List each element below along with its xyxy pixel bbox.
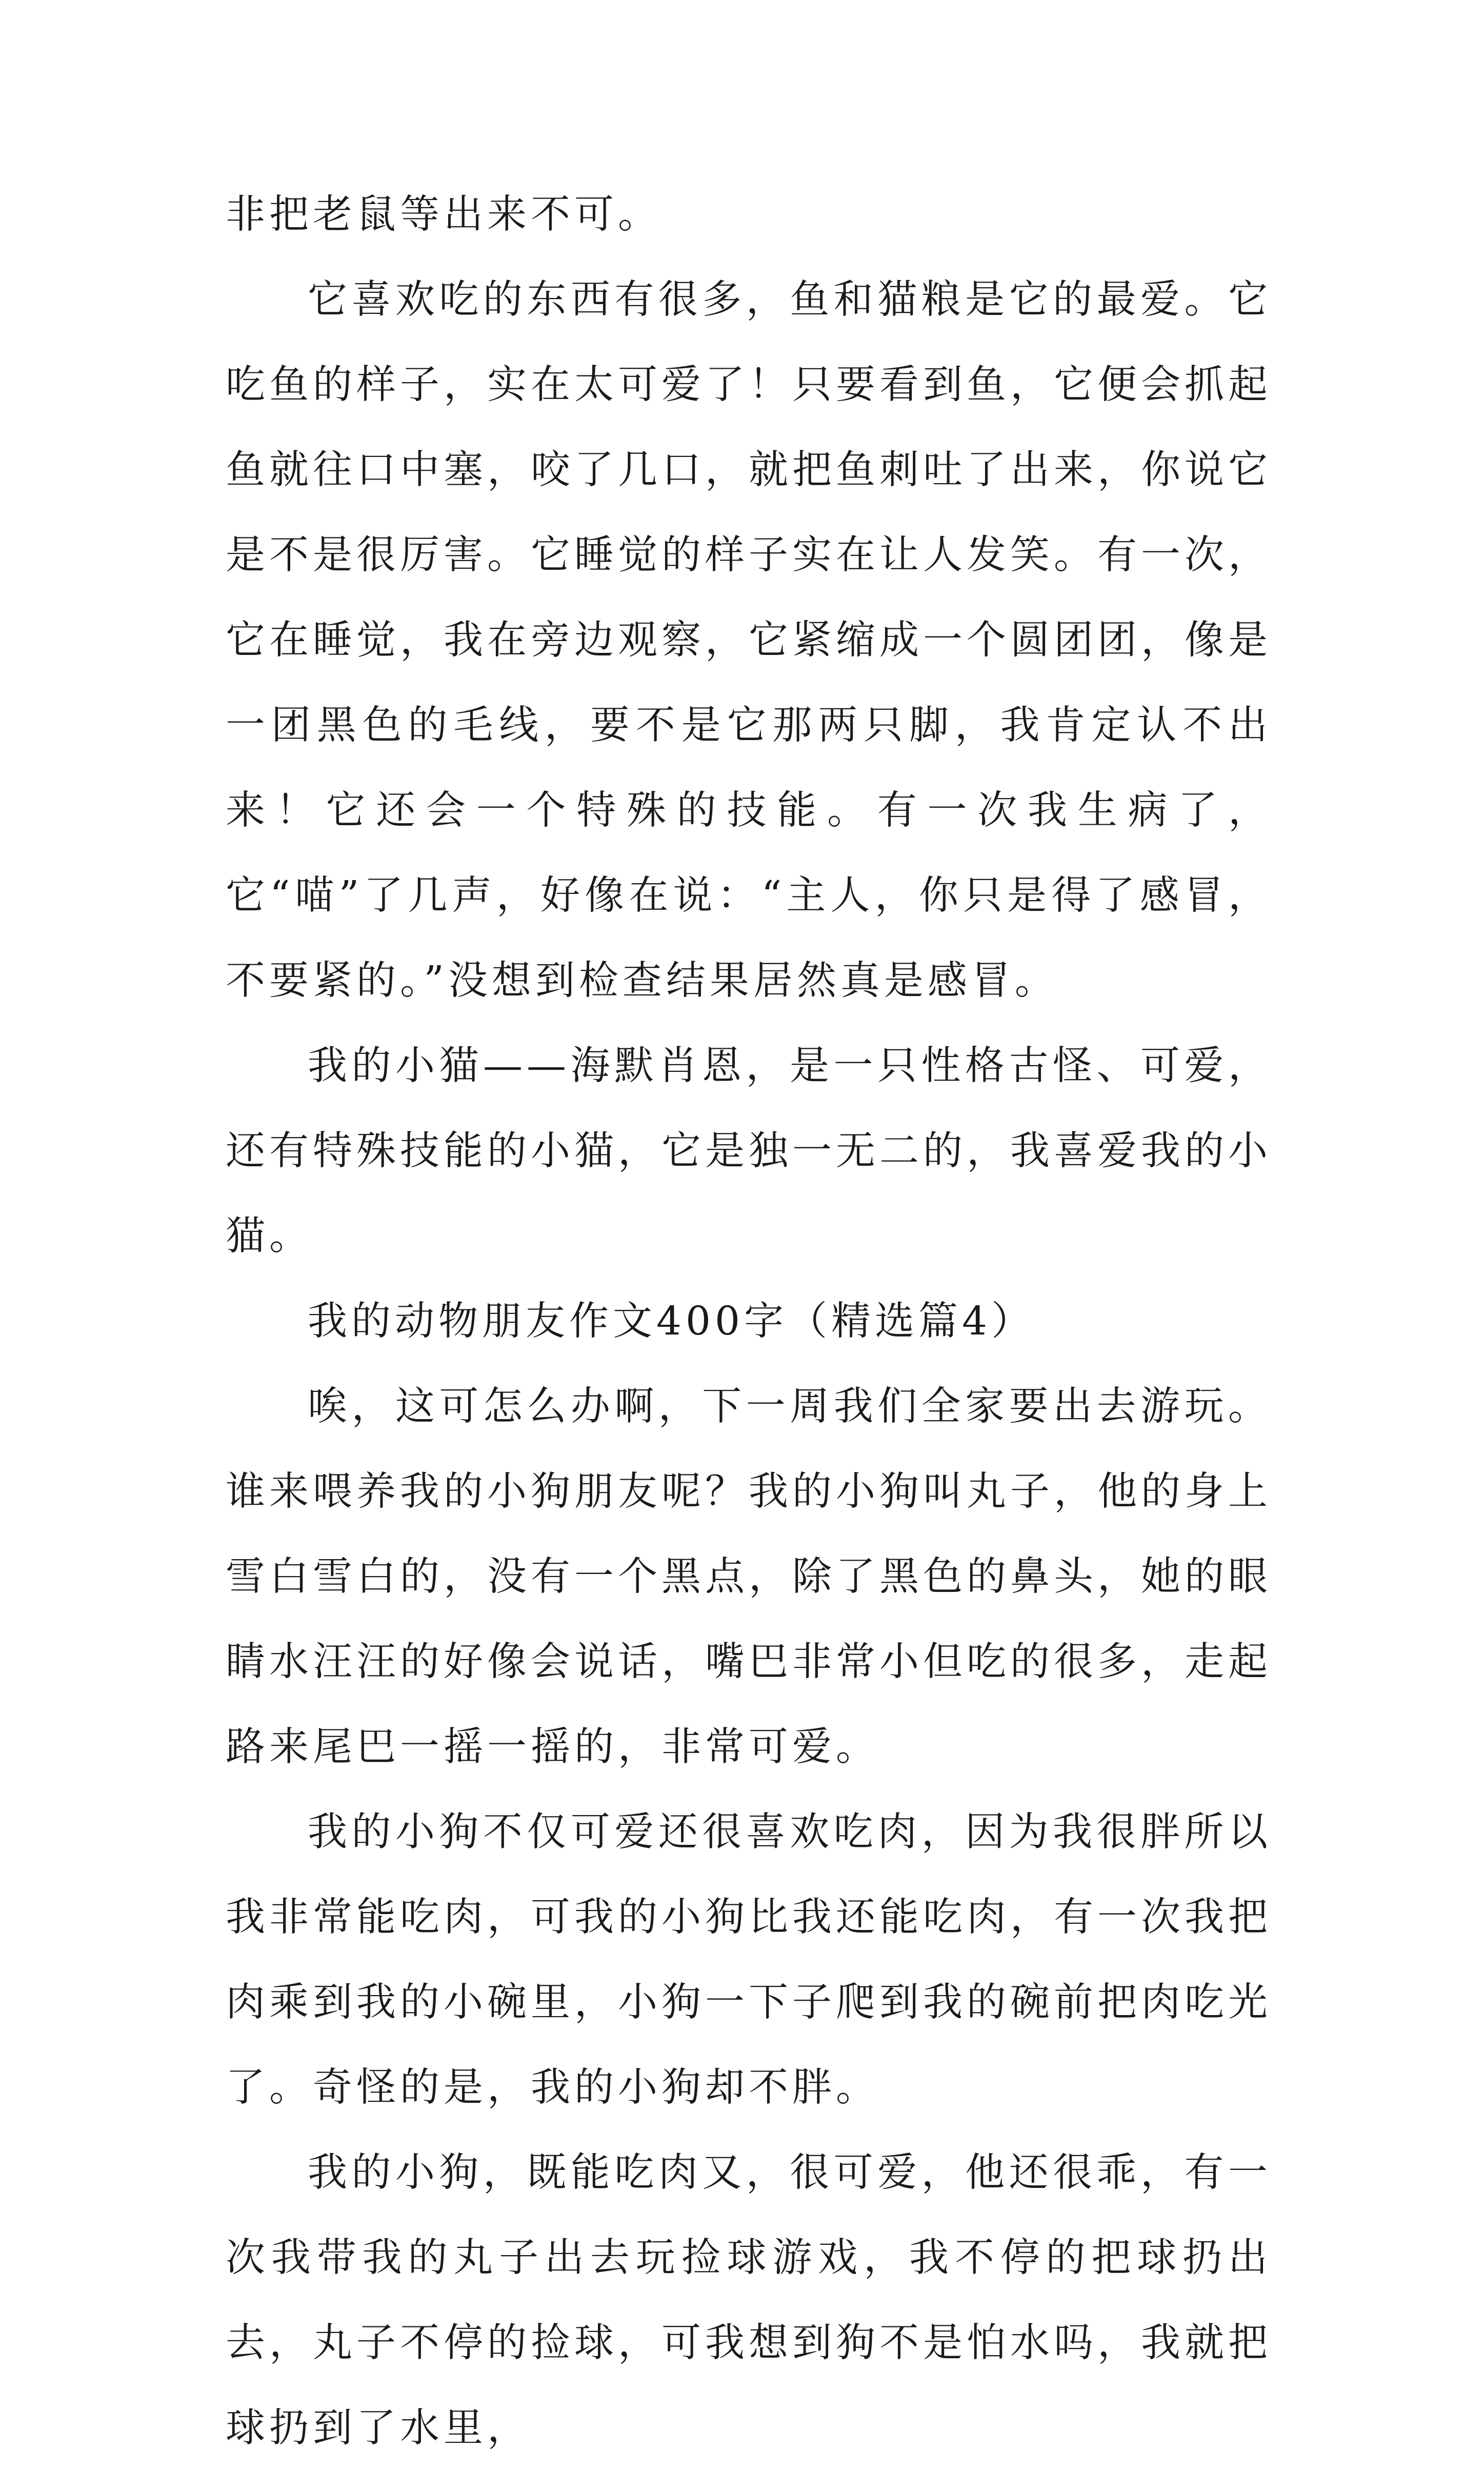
paragraph-continuation: 非把老鼠等出来不可。 (226, 192, 661, 237)
essay-body (226, 172, 1272, 2471)
paragraph-dog-playing: 我的小狗，既能吃肉又，很可爱，他还很乖，有一次我带我的丸子出去玩捡球游戏，我不停的把球扔出去，丸子不停的捡球，可我想到狗不是怕水吗，我就把球扔到了水里， (226, 2150, 1272, 2451)
paragraph-dog-intro: 唉，这可怎么办啊，下一周我们全家要出去游玩。谁来喂养我的小狗朋友呢？我的小狗叫丸子，他的身上雪白雪白的，没有一个黑点，除了黑色的鼻头，她的眼睛水汪汪的好像会说话，嘴巴非常小但吃的很多，走起路来尾巴一摇一摇的，非常可爱。 (226, 1384, 1272, 1770)
paragraph-dog-eating: 我的小狗不仅可爱还很喜欢吃肉，因为我很胖所以我非常能吃肉，可我的小狗比我还能吃肉，有一次我把肉乘到我的小碗里，小狗一下子爬到我的碗前把肉吃光了。奇怪的是，我的小狗却不胖。 (226, 1809, 1272, 2110)
paragraph-cat-eating-sleeping: 它喜欢吃的东西有很多，鱼和猫粮是它的最爱。它吃鱼的样子，实在太可爱了！只要看到鱼，它便会抓起鱼就往口中塞，咬了几口，就把鱼刺吐了出来，你说它是不是很厉害。它睡觉的样子实在让人发笑。有一次，它在睡觉，我在旁边观察，它紧缩成一个圆团团，像是一团黑色的毛线，要不是它那两只脚，我肯定认不出来！它还会一个特殊的技能。有一次我生病了，它“喵”了几声，好像在说：“主人，你只是得了感冒，不要紧的。”没想到检查结果居然真是感冒。 (226, 277, 1272, 1004)
section-heading: 我的动物朋友作文400字（精选篇4） (308, 1299, 1035, 1344)
paragraph-cat-conclusion: 我的小猫——海默肖恩，是一只性格古怪、可爱，还有特殊技能的小猫，它是独一无二的，我喜爱我的小猫。 (226, 1043, 1272, 1259)
